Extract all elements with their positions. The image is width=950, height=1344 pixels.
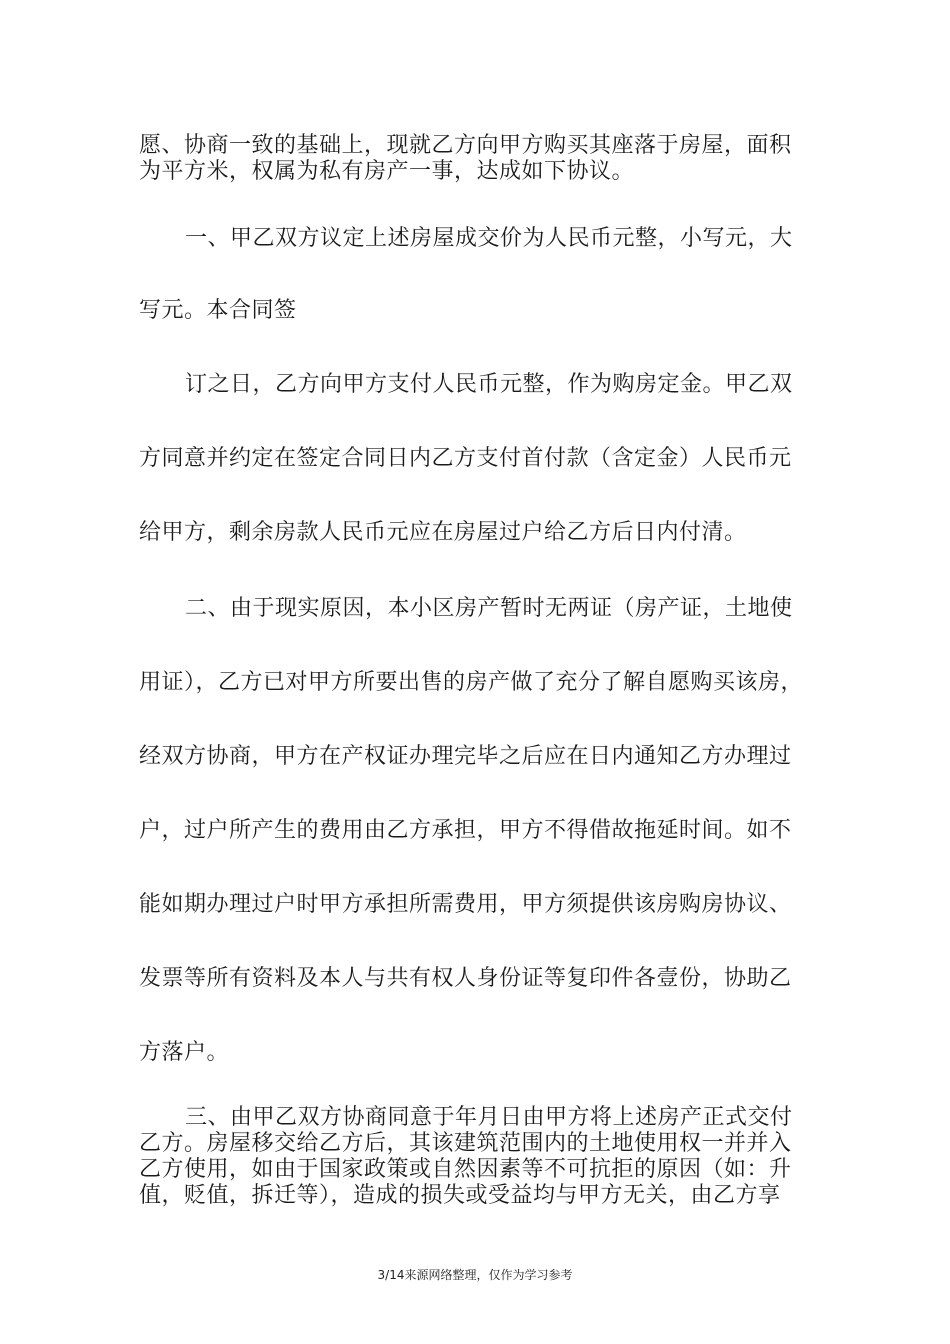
text-line: 二、由于现实原因，本小区房产暂时无两证（房产证，土地使 — [185, 596, 793, 621]
text-line: 方落户。 — [139, 1040, 230, 1065]
page-footer: 3/14来源网络整理，仅作为学习参考 — [377, 1268, 573, 1282]
text-line: 三、由甲乙双方协商同意于年月日由甲方将上述房产正式交付 — [185, 1105, 793, 1130]
text-line: 为平方米，权属为私有房产一事，达成如下协议。 — [139, 159, 635, 184]
text-line: 乙方使用，如由于国家政策或自然因素等不可抗拒的原因（如：升 — [139, 1157, 792, 1182]
text-line: 乙方。房屋移交给乙方后，其该建筑范围内的土地使用权一并并入 — [139, 1131, 792, 1156]
text-line: 写元。本合同签 — [139, 298, 297, 323]
text-line: 给甲方，剩余房款人民币元应在房屋过户给乙方后日内付清。 — [139, 520, 747, 545]
text-line: 订之日，乙方向甲方支付人民币元整，作为购房定金。甲乙双 — [185, 372, 793, 397]
text-line: 用证），乙方已对甲方所要出售的房产做了充分了解自愿购买该房， — [139, 670, 804, 695]
text-line: 发票等所有资料及本人与共有权人身份证等复印件各壹份，协助乙 — [139, 966, 792, 991]
text-line: 经双方协商，甲方在产权证办理完毕之后应在日内通知乙方办理过 — [139, 744, 792, 769]
text-line: 方同意并约定在签定合同日内乙方支付首付款（含定金）人民币元 — [139, 446, 792, 471]
text-line: 值，贬值，拆迁等），造成的损失或受益均与甲方无关，由乙方享 — [139, 1183, 781, 1208]
text-line: 能如期办理过户时甲方承担所需费用，甲方须提供该房购房协议、 — [139, 892, 792, 917]
text-line: 一、甲乙双方议定上述房屋成交价为人民币元整，小写元，大 — [185, 226, 793, 251]
text-line: 户，过户所产生的费用由乙方承担，甲方不得借故拖延时间。如不 — [139, 818, 792, 843]
text-line: 愿、协商一致的基础上，现就乙方向甲方购买其座落于房屋，面积 — [139, 133, 792, 158]
